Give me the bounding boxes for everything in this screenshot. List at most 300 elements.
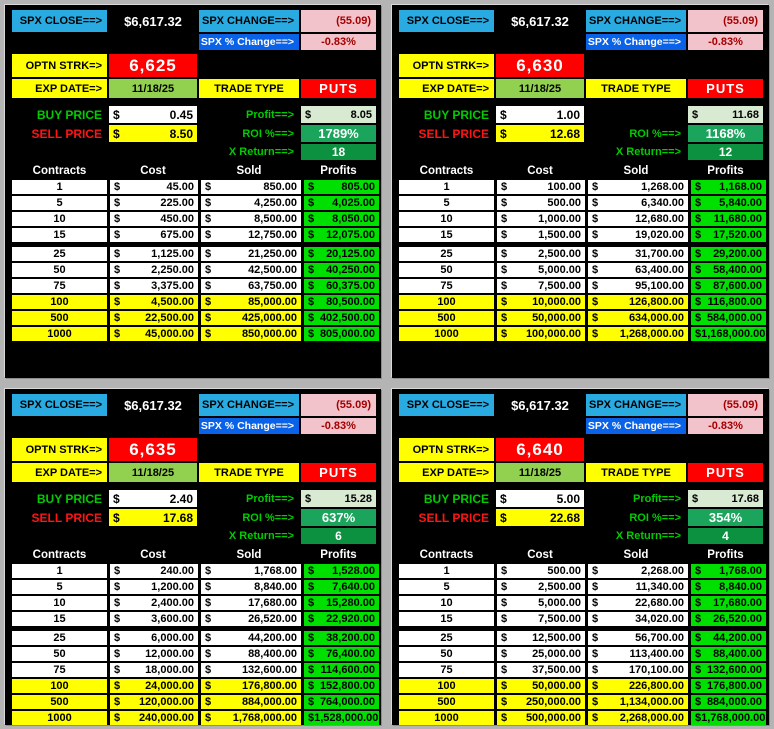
currency-symbol: $: [308, 264, 315, 276]
row-profit: [304, 711, 379, 725]
profits-column-header: Profits: [707, 164, 744, 177]
currency-symbol: $: [205, 565, 212, 577]
spx-change-label: SPX CHANGE==>: [586, 394, 686, 416]
profit-amount: 87,600.00: [713, 280, 762, 292]
sell-price-row: [399, 509, 762, 526]
currency-symbol: $: [695, 597, 702, 609]
buy-price-row: [12, 106, 374, 123]
currency-symbol: $: [114, 648, 121, 660]
row-profit: [691, 695, 766, 709]
spx-pct-change-value: -0.83%: [301, 34, 376, 50]
cost-amount: 3,600.00: [151, 613, 194, 625]
sold-amount: 85,000.00: [248, 296, 297, 308]
contracts-row: [12, 327, 374, 341]
row-profit: [691, 228, 766, 242]
sold-amount: 6,340.00: [641, 197, 684, 209]
currency-symbol: $: [205, 632, 212, 644]
currency-symbol: $: [114, 328, 121, 340]
row-cost: [497, 180, 585, 194]
row-sold: [588, 295, 688, 309]
contracts-row: [12, 311, 374, 325]
sold-column-header: Sold: [623, 548, 649, 561]
row-contracts: 25: [399, 247, 494, 261]
currency-symbol: $: [592, 712, 599, 724]
contracts-row: [12, 580, 374, 594]
row-profit: [691, 564, 766, 578]
profit-amount: 805,000.00: [319, 328, 375, 340]
currency-symbol: $: [114, 613, 121, 625]
buy-price-input[interactable]: [109, 490, 197, 507]
currency-symbol: $: [114, 565, 121, 577]
roi-label: ROI %==>: [242, 511, 294, 524]
sold-amount: 850.00: [263, 181, 297, 193]
roi-value: 1168%: [688, 125, 763, 142]
row-contracts: 10: [399, 596, 494, 610]
cost-amount: 12,500.00: [532, 632, 581, 644]
currency-symbol: $: [205, 664, 212, 676]
row-profit: [691, 212, 766, 226]
row-sold: [588, 212, 688, 226]
currency-symbol: $: [308, 280, 315, 292]
currency-symbol: $: [695, 229, 702, 241]
sold-amount: 11,340.00: [635, 581, 684, 593]
row-contracts: 1000: [12, 327, 107, 341]
cost-amount: 12,000.00: [145, 648, 194, 660]
cost-amount: 50,000.00: [532, 680, 581, 692]
row-sold: [201, 263, 301, 277]
contracts-row: [12, 279, 374, 293]
sold-amount: 26,520.00: [248, 613, 297, 625]
currency-symbol: $: [501, 248, 508, 260]
strike-panel: [5, 5, 381, 378]
row-profit: [304, 228, 379, 242]
currency-symbol: $: [592, 632, 599, 644]
optn-strk-value[interactable]: 6,630: [496, 54, 584, 77]
currency-symbol: $: [113, 491, 120, 506]
sold-amount: 44,200.00: [248, 632, 297, 644]
row-sold: [201, 279, 301, 293]
sold-amount: 17,680.00: [248, 597, 297, 609]
contracts-row: [12, 247, 374, 261]
currency-symbol: $: [205, 280, 212, 292]
spx-close-value: $6,617.32: [511, 13, 569, 29]
row-cost: [497, 564, 585, 578]
profit-amount: 764,000.00: [319, 696, 375, 708]
profit-amount: 7,640.00: [332, 581, 375, 593]
buy-price-input[interactable]: [496, 490, 584, 507]
profit-amount: 1,528,000.00: [314, 712, 379, 724]
row-sold: [588, 711, 688, 725]
currency-symbol: $: [308, 632, 315, 644]
profit-amount: 15.28: [344, 492, 372, 505]
currency-symbol: $: [308, 581, 315, 593]
profit-amount: 17,680.00: [713, 597, 762, 609]
contracts-rows: [399, 564, 766, 725]
row-sold: [588, 263, 688, 277]
row-contracts: 10: [399, 212, 494, 226]
row-cost: [497, 247, 585, 261]
sold-amount: 1,768,000.00: [232, 712, 297, 724]
exp-date-value[interactable]: 11/18/25: [109, 463, 197, 482]
row-profit: [691, 580, 766, 594]
trade-type-value: PUTS: [301, 463, 376, 482]
buy-price-input[interactable]: [109, 106, 197, 123]
spx-close-label: SPX CLOSE==>: [399, 10, 494, 32]
row-cost: [110, 279, 198, 293]
currency-symbol: $: [308, 696, 315, 708]
contracts-row: [12, 711, 379, 725]
sold-amount: 8,500.00: [254, 213, 297, 225]
buy-price-input[interactable]: [496, 106, 584, 123]
row-profit: [691, 612, 766, 626]
exp-date-value[interactable]: 11/18/25: [496, 79, 584, 98]
spx-close-label: SPX CLOSE==>: [12, 394, 107, 416]
currency-symbol: $: [205, 328, 212, 340]
row-sold: [201, 679, 301, 693]
currency-symbol: $: [308, 197, 315, 209]
cost-amount: 1,500.00: [538, 229, 581, 241]
profit-amount: 1,768.00: [719, 565, 762, 577]
profit-amount: 584,000.00: [706, 312, 762, 324]
row-contracts: 500: [12, 311, 107, 325]
exp-date-row: [12, 463, 374, 482]
sell-price-row: [399, 125, 762, 142]
cost-amount: 2,400.00: [151, 597, 194, 609]
contracts-column-header: Contracts: [419, 548, 474, 561]
row-cost: [110, 612, 198, 626]
currency-symbol: $: [308, 664, 315, 676]
sold-amount: 2,268.00: [641, 565, 684, 577]
profit-amount: 402,500.00: [319, 312, 375, 324]
row-sold: [588, 196, 688, 210]
currency-symbol: $: [308, 565, 315, 577]
row-sold: [588, 279, 688, 293]
sell-price-input[interactable]: [496, 125, 584, 142]
row-profit: [304, 180, 379, 194]
contracts-row: [399, 295, 762, 309]
cost-amount: 450.00: [160, 213, 194, 225]
cost-column-header: Cost: [140, 548, 166, 561]
row-cost: [110, 263, 198, 277]
currency-symbol: $: [205, 712, 212, 724]
roi-value: 637%: [301, 509, 376, 526]
row-cost: [497, 279, 585, 293]
exp-date-row: [12, 79, 374, 98]
row-contracts: 50: [12, 647, 107, 661]
contracts-row: [12, 228, 374, 242]
contracts-row: [12, 631, 374, 645]
contracts-column-header: Contracts: [419, 164, 474, 177]
row-cost: [497, 196, 585, 210]
row-contracts: 15: [399, 612, 494, 626]
cost-amount: 675.00: [160, 229, 194, 241]
contracts-row: [12, 295, 374, 309]
cost-amount: 2,500.00: [538, 581, 581, 593]
exp-date-value[interactable]: 11/18/25: [496, 463, 584, 482]
currency-symbol: $: [308, 296, 315, 308]
contracts-row: [12, 564, 374, 578]
currency-symbol: $: [308, 648, 315, 660]
currency-symbol: $: [592, 565, 599, 577]
currency-symbol: $: [500, 510, 507, 525]
profits-column-header: Profits: [320, 548, 357, 561]
exp-date-value[interactable]: 11/18/25: [109, 79, 197, 98]
contracts-row: [12, 612, 374, 626]
row-contracts: 25: [399, 631, 494, 645]
row-contracts: 1000: [399, 327, 494, 341]
optn-strk-value[interactable]: 6,640: [496, 438, 584, 461]
spx-change-value: (55.09): [301, 394, 376, 416]
cost-amount: 5,000.00: [538, 597, 581, 609]
row-cost: [497, 327, 585, 341]
row-cost: [497, 295, 585, 309]
sold-amount: 113,400.00: [629, 648, 684, 660]
row-cost: [497, 663, 585, 677]
currency-symbol: $: [592, 181, 599, 193]
spx-change-label: SPX CHANGE==>: [199, 394, 299, 416]
exp-date-label: EXP DATE=>: [399, 79, 494, 98]
row-sold: [201, 596, 301, 610]
roi-label: ROI %==>: [629, 511, 681, 524]
x-return-row: [399, 144, 762, 160]
cost-amount: 500,000.00: [525, 712, 581, 724]
sold-amount: 4,250.00: [254, 197, 297, 209]
cost-column-header: Cost: [140, 164, 166, 177]
currency-symbol: $: [592, 328, 599, 340]
currency-symbol: $: [501, 712, 508, 724]
profit-amount: 80,500.00: [326, 296, 375, 308]
currency-symbol: $: [501, 328, 508, 340]
row-contracts: 75: [399, 279, 494, 293]
currency-symbol: $: [205, 248, 212, 260]
row-cost: [110, 711, 198, 725]
currency-symbol: $: [205, 680, 212, 692]
spx-pct-change-row: [12, 34, 374, 50]
row-cost: [497, 228, 585, 242]
optn-strk-value[interactable]: 6,625: [109, 54, 197, 77]
profit-amount: 8,050.00: [332, 213, 375, 225]
row-cost: [110, 327, 198, 341]
profit-label: Profit==>: [246, 108, 294, 121]
currency-symbol: $: [308, 229, 315, 241]
currency-symbol: $: [592, 213, 599, 225]
sold-amount: 12,680.00: [635, 213, 684, 225]
profit-amount: 1,168.00: [719, 181, 762, 193]
cost-amount: 7,500.00: [538, 280, 581, 292]
table-header-row: [12, 547, 374, 562]
row-cost: [110, 663, 198, 677]
sell-price-input[interactable]: [109, 125, 197, 142]
sell-price-input[interactable]: [109, 509, 197, 526]
profit-amount: 884,000.00: [706, 696, 762, 708]
row-profit: [691, 180, 766, 194]
currency-symbol: $: [501, 213, 508, 225]
contracts-row: [12, 663, 374, 677]
profit-amount: 4,025.00: [332, 197, 375, 209]
currency-symbol: $: [205, 296, 212, 308]
profit-amount: 176,800.00: [706, 680, 762, 692]
profit-amount: 38,200.00: [326, 632, 375, 644]
row-cost: [110, 180, 198, 194]
row-contracts: 1: [12, 180, 107, 194]
sell-price-value: 12.68: [549, 126, 580, 141]
x-return-label: X Return==>: [228, 530, 294, 542]
profit-amount: 20,125.00: [326, 248, 375, 260]
currency-symbol: $: [501, 597, 508, 609]
currency-symbol: $: [501, 696, 508, 708]
row-profit: [304, 679, 379, 693]
profit-amount: 29,200.00: [713, 248, 762, 260]
sold-amount: 88,400.00: [248, 648, 297, 660]
cost-amount: 240.00: [160, 565, 194, 577]
row-cost: [110, 196, 198, 210]
currency-symbol: $: [205, 312, 212, 324]
row-cost: [110, 212, 198, 226]
currency-symbol: $: [205, 264, 212, 276]
cost-amount: 100,000.00: [525, 328, 581, 340]
table-header-row: [399, 163, 762, 178]
currency-symbol: $: [695, 296, 702, 308]
contracts-row: [399, 327, 766, 341]
x-return-row: [12, 528, 374, 544]
row-sold: [201, 247, 301, 261]
contracts-row: [399, 228, 762, 242]
sold-amount: 132,600.00: [241, 664, 297, 676]
sold-amount: 850,000.00: [241, 328, 297, 340]
currency-symbol: $: [592, 597, 599, 609]
sold-amount: 63,400.00: [635, 264, 684, 276]
contracts-row: [399, 695, 762, 709]
row-contracts: 1: [399, 180, 494, 194]
sold-amount: 22,680.00: [635, 597, 684, 609]
buy-price-value: 5.00: [556, 491, 580, 506]
row-contracts: 1: [399, 564, 494, 578]
spx-close-row: [12, 394, 374, 416]
buy-price-label: BUY PRICE: [36, 491, 102, 506]
row-sold: [201, 311, 301, 325]
currency-symbol: $: [695, 664, 702, 676]
currency-symbol: $: [695, 197, 702, 209]
exp-date-row: [399, 79, 762, 98]
row-profit: [304, 695, 379, 709]
row-sold: [588, 580, 688, 594]
currency-symbol: $: [114, 632, 121, 644]
row-profit: [304, 663, 379, 677]
row-sold: [588, 631, 688, 645]
cost-amount: 100.00: [547, 181, 581, 193]
currency-symbol: $: [501, 565, 508, 577]
currency-symbol: $: [205, 613, 212, 625]
currency-symbol: $: [695, 565, 702, 577]
currency-symbol: $: [695, 280, 702, 292]
spx-change-value: (55.09): [688, 10, 763, 32]
currency-symbol: $: [205, 229, 212, 241]
currency-symbol: $: [695, 648, 702, 660]
optn-strk-value[interactable]: 6,635: [109, 438, 197, 461]
currency-symbol: $: [501, 581, 508, 593]
row-cost: [110, 679, 198, 693]
currency-symbol: $: [500, 107, 507, 122]
contracts-row: [399, 247, 762, 261]
currency-symbol: $: [592, 197, 599, 209]
row-profit: [304, 247, 379, 261]
contracts-row: [12, 679, 374, 693]
profit-value: [688, 490, 763, 507]
row-cost: [497, 631, 585, 645]
contracts-row: [399, 663, 762, 677]
currency-symbol: $: [592, 664, 599, 676]
currency-symbol: $: [592, 680, 599, 692]
currency-symbol: $: [501, 197, 508, 209]
row-profit: [691, 596, 766, 610]
profit-amount: 15,280.00: [326, 597, 375, 609]
currency-symbol: $: [205, 181, 212, 193]
profit-amount: 22,920.00: [326, 613, 375, 625]
sold-amount: 2,268,000.00: [619, 712, 684, 724]
row-contracts: 100: [12, 679, 107, 693]
profit-label: Profit==>: [246, 492, 294, 505]
row-contracts: 100: [399, 295, 494, 309]
sold-amount: 12,750.00: [248, 229, 297, 241]
currency-symbol: $: [501, 664, 508, 676]
row-contracts: 25: [12, 631, 107, 645]
currency-symbol: $: [113, 126, 120, 141]
currency-symbol: $: [114, 696, 121, 708]
row-contracts: 1: [12, 564, 107, 578]
spx-close-row: [399, 394, 762, 416]
contracts-rows: [12, 564, 379, 725]
sell-price-input[interactable]: [496, 509, 584, 526]
row-cost: [497, 580, 585, 594]
currency-symbol: $: [692, 492, 699, 505]
currency-symbol: $: [308, 213, 315, 225]
sold-amount: 126,800.00: [628, 296, 684, 308]
currency-symbol: $: [695, 264, 702, 276]
currency-symbol: $: [695, 181, 702, 193]
row-contracts: 1000: [12, 711, 107, 725]
contracts-row: [12, 263, 374, 277]
currency-symbol: $: [205, 696, 212, 708]
cost-amount: 18,000.00: [145, 664, 194, 676]
currency-symbol: $: [114, 597, 121, 609]
roi-value: 1789%: [301, 125, 376, 142]
sold-amount: 42,500.00: [248, 264, 297, 276]
sold-amount: 8,840.00: [254, 581, 297, 593]
row-contracts: 50: [399, 263, 494, 277]
row-sold: [588, 327, 688, 341]
buy-price-value: 1.00: [556, 107, 580, 122]
row-cost: [497, 612, 585, 626]
trade-type-label: TRADE TYPE: [586, 463, 686, 482]
currency-symbol: $: [695, 248, 702, 260]
currency-symbol: $: [308, 680, 315, 692]
x-return-row: [399, 528, 762, 544]
contracts-row: [399, 263, 762, 277]
row-contracts: 75: [12, 279, 107, 293]
sold-amount: 31,700.00: [635, 248, 684, 260]
currency-symbol: $: [114, 213, 121, 225]
currency-symbol: $: [308, 712, 315, 724]
sold-amount: 21,250.00: [248, 248, 297, 260]
contracts-row: [12, 196, 374, 210]
sell-price-value: 8.50: [169, 126, 193, 141]
row-profit: [691, 196, 766, 210]
cost-amount: 500.00: [547, 197, 581, 209]
row-contracts: 500: [399, 695, 494, 709]
row-cost: [497, 596, 585, 610]
spx-change-label: SPX CHANGE==>: [586, 10, 686, 32]
profits-column-header: Profits: [320, 164, 357, 177]
